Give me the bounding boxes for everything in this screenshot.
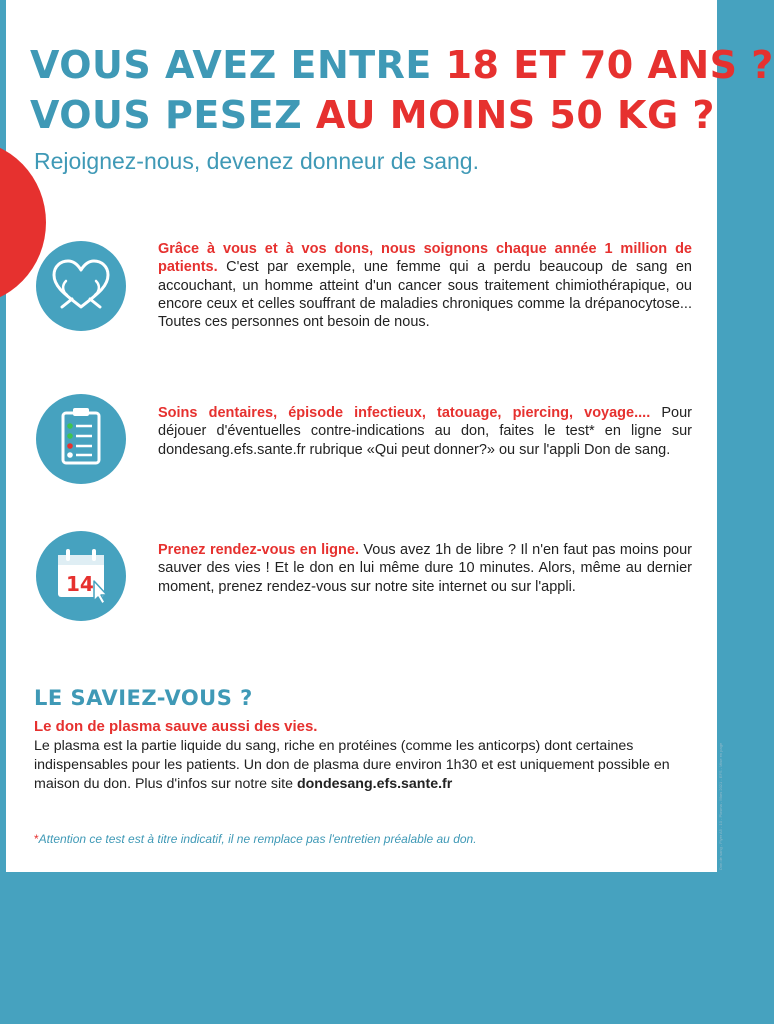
info-item-text: Prenez rendez-vous en ligne. Vous avez 1h de libre ? Il n'en faut pas moins pour sauver des vies ! Et le don en lui même dure 10 minutes. Alors, même au dernier moment, prenez rendez-vous sur notre site internet ou sur l'appli. bbox=[158, 542, 693, 595]
info-item-text: Soins dentaires, épisode infectieux, tatouage, piercing, voyage.... Pour déjouer d'éventuelles contre-indications au don, faites le test* en ligne sur dondesang.efs.sante.fr rubrique «Qui peut donner?» ou sur l'appli Don de sang. bbox=[158, 405, 692, 458]
did-you-know-title: LE SAVIEZ-VOUS ? bbox=[34, 686, 253, 710]
footnote: *Attention ce test est à titre indicatif, il ne remplace pas l'entretien préalable au don. bbox=[34, 832, 477, 846]
hands-heart-icon bbox=[36, 241, 126, 331]
plasma-body: Le plasma est la partie liquide du sang, riche en protéines (comme les anticorps) dont certaines indispensables pour les patients. Un don de plasma dure environ 1h30 et est uniquement possible en maison du don. Plus d'infos sur notre site dondesang.efs.sante.fr bbox=[34, 738, 670, 792]
vertical-credit: Don de sang - Flyer A5 - 10 - Plasma - Mars 2021 - EFS - Mise en page bbox=[718, 742, 723, 870]
calendar-day: 14 bbox=[66, 572, 94, 596]
info-item-text: Grâce à vous et à vos dons, nous soignons chaque année 1 million de patients. C'est par exemple, une femme qui a perdu beaucoup de sang en accouchant, un homme atteint d'un cancer sous traitement chimiothérapique, ou encore ceux et celles souffrant de maladies chroniques comme la drépanocytose... Toutes ces personnes ont besoin de nous. bbox=[158, 241, 692, 331]
headline-line-1: VOUS AVEZ ENTRE 18 ET 70 ANS ? bbox=[30, 43, 774, 87]
plasma-subtitle: Le don de plasma sauve aussi des vies. bbox=[34, 718, 318, 735]
headline bbox=[30, 40, 774, 140]
checklist-clipboard-icon bbox=[36, 394, 126, 484]
site-link[interactable]: dondesang.efs.sante.fr bbox=[296, 776, 453, 792]
subtitle: Rejoignez-nous, devenez donneur de sang. bbox=[34, 148, 479, 174]
calendar-click-icon bbox=[36, 531, 126, 621]
bottom-blue-band bbox=[0, 872, 724, 1024]
headline-line-2: VOUS PESEZ AU MOINS 50 KG ? bbox=[30, 93, 715, 137]
